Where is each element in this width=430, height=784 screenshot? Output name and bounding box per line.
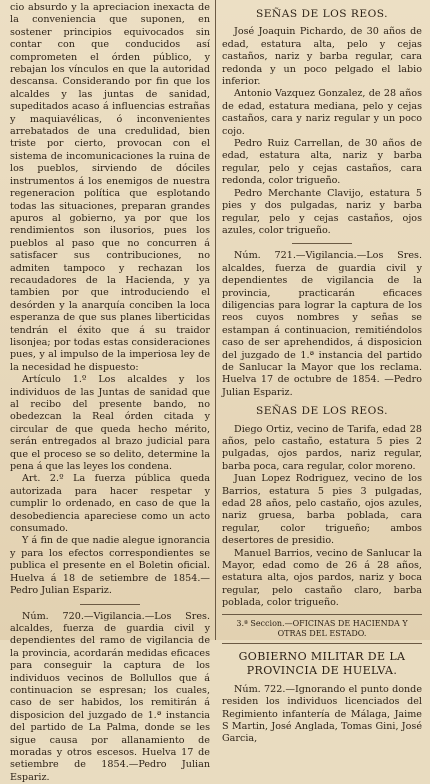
article-1: Artículo 1.º Los alcaldes y los individuos de las Juntas de sanidad que al recibo del presente bando, no obedezcan la Real órden citada y circular de que queda hecho mérito, serán entregados al brazo judicial para que el proceso se so delito, determine la pena á que las leyes los condena.	[10, 374, 210, 473]
separator-rule	[80, 604, 140, 605]
notice-721: Núm. 721.—Vigilancia.—Los Sres. alcaldes, fuerza de guardia civil y dependientes de vigilancia de la provincia, practicarán eficaces diligencias para lograr la captura de los reos cuyos nombres y señas se estampan á continuacion, remitiéndolos caso de ser aprehendidos, á disposicion del juzgado de 1.ª instancia del partido de Sanlucar la Mayor que los reclama. Huelva 17 de octubre de 1854. —Pedro Julian Espariz.	[222, 250, 422, 399]
article-2: Art. 2.º La fuerza pública queda autorizada para hacer respetar y cumplir lo ordenado, en caso de que la desobediencia apareciese como un acto consumado.	[10, 473, 210, 535]
paragraph-considerations: cio absurdo y la apreciacion inexacta de la conveniencia que suponen, en sostener principios equivocados sin contar con que conducidos así comprometen el órden público, y rebajan los vínculos en que la autoridad descansa. Considerando por fin que los alcaldes y las juntas de sanidad, supeditados acaso á influencias estrañas y maquiavélicas, ó inconvenientes arrebatados de una credulidad, bien triste por cierto, provocan con el sistema de incomunicaciones la ruina de los pueblos, sirviendo de dóciles instrumentos á los enemigos de nuestra regeneracion política que esplotando todas las situaciones, preparan grandes apuros al gobierno, ya por que los rendimientos son ilusorios, pues los pueblos al paso que no concurren á satisfacer sus contribuciones, no admiten tampoco y rechazan los recaudadores de la Hacienda, y ya tambien por que introduciendo el desórden y la anarquía conciben la loca esperanza de que sus planes liberticidas tendrán el éxito que á su traidor lisonjea; por todas estas consideraciones pues, y al impulso de la imperiosa ley de la necesidad he dispuesto:	[10, 2, 210, 374]
reo-ortiz: Diego Ortiz, vecino de Tarifa, edad 28 años, pelo castaño, estatura 5 pies 2 pulgadas, ojos pardos, nariz regular, barba poca, cara regular, color moreno.	[222, 424, 422, 474]
reo-vazquez: Antonio Vazquez Gonzalez, de 28 años de edad, estatura mediana, pelo y cejas castaños, cara y nariz regular y un poco cojo.	[222, 88, 422, 138]
heading-senas-reos-2: SEÑAS DE LOS REOS.	[222, 405, 422, 417]
section-rule	[222, 643, 422, 644]
reo-lopez: Juan Lopez Rodriguez, vecino de los Barrios, estatura 5 pies 3 pulgadas, edad 28 años, pelo castaño, ojos azules, nariz gruesa, barba poblada, cara regular, color trigueño; ambos desertores de presidio.	[222, 473, 422, 547]
section-heading-hacienda: 3.ª Seccion.—OFICINAS DE HACIENDA Y OTRAS DEL ESTADO.	[222, 619, 422, 639]
column-divider	[215, 0, 216, 640]
left-column	[10, 2, 210, 640]
heading-gobierno-militar: GOBIERNO MILITAR DE LA PROVINCIA DE HUELVA.	[222, 650, 422, 678]
heading-senas-reos-1: SEÑAS DE LOS REOS.	[222, 8, 422, 20]
section-rule	[222, 614, 422, 615]
reo-merchante: Pedro Merchante Clavijo, estatura 5 pies y dos pulgadas, nariz y barba regular, pelo y cejas castaños, ojos azules, color trigueño.	[222, 188, 422, 238]
reo-barrios: Manuel Barrios, vecino de Sanlucar la Mayor, edad como de 26 á 28 años, estatura alta, ojos pardos, nariz y boca regular, pelo castaño claro, barba poblada, color trigueño.	[222, 548, 422, 610]
reo-ruiz: Pedro Ruiz Carrellan, de 30 años de edad, estatura alta, nariz y barba regular, pelo y cejas castaños, cara redonda, color trigueño.	[222, 138, 422, 188]
closing-paragraph: Y á fin de que nadie alegue ignorancia y para los efectos correspondientes se publica el presente en el Boletin oficial. Huelva á 18 de setiembre de 1854.—Pedro Julian Espariz.	[10, 535, 210, 597]
right-column	[222, 2, 422, 640]
notice-720: Núm. 720.—Vigilancia.—Los Sres. alcaldes, fuerza de guardia civil y dependientes del ramo de vigilancia de la provincia, acordarán medidas eficaces para conseguir la captura de los individuos vecinos de Bollullos que á continuacion se espresan; los cuales, caso de ser habidos, los remitirán á disposicion del juzgado de 1.ª instancia del partido de La Palma, donde se les sigue causa por allanamiento de moradas y otros escesos. Huelva 17 de setiembre de 1854.—Pedro Julian Espariz.	[10, 611, 210, 784]
separator-rule	[292, 243, 352, 244]
reo-pichardo: José Joaquin Pichardo, de 30 años de edad, estatura alta, pelo y cejas castaños, nariz y barba regular, cara redonda y un poco pelgado el labio inferior.	[222, 26, 422, 88]
notice-722: Núm. 722.—Ignorando el punto donde residen los individuos licenciados del Regimiento infantería de Málaga, Jaime S Martin, José Anglada, Tomas Gini, José Garcia,	[222, 684, 422, 746]
